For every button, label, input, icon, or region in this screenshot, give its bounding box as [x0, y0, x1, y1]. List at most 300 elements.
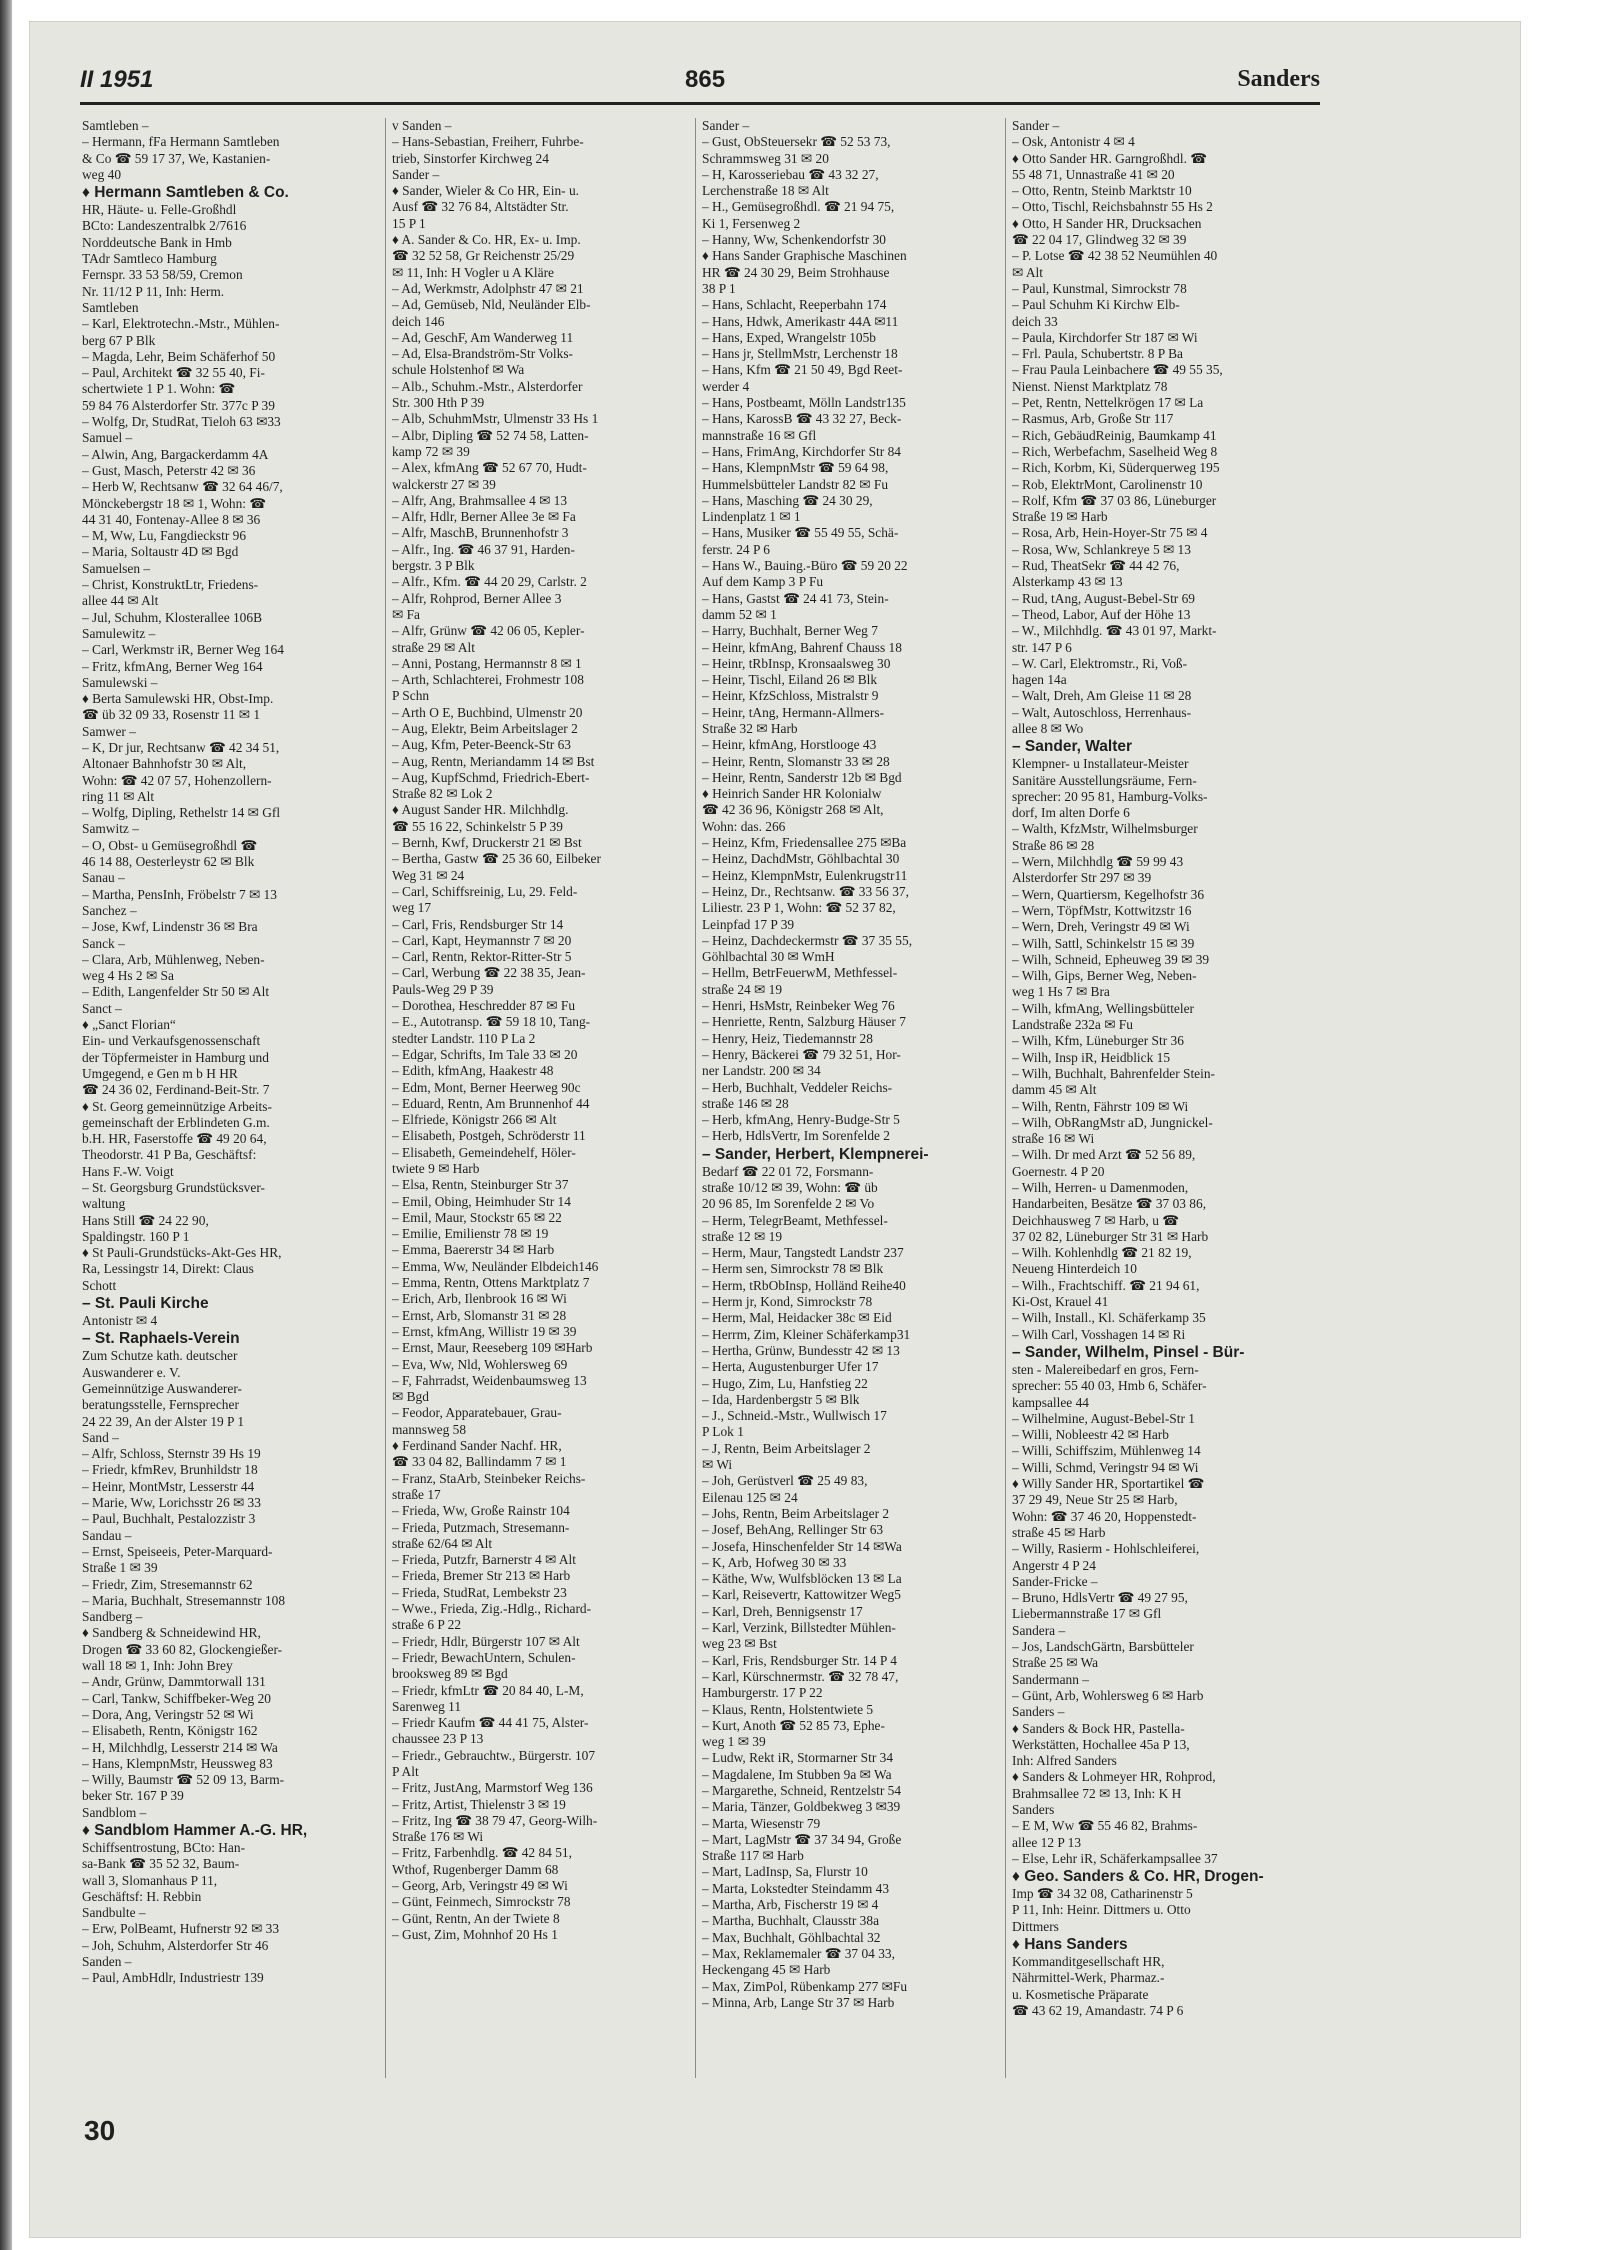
directory-entry-line: 59 84 76 Alsterdorfer Str. 377c P 39: [82, 397, 275, 413]
directory-entry-line: straße 12 ✉ 19: [702, 1228, 783, 1244]
directory-entry-line: Straße 32 ✉ Harb: [702, 720, 798, 736]
directory-entry-line: – Wilh, Sattl, Schinkelstr 15 ✉ 39: [1012, 935, 1195, 951]
directory-entry-line: HR ☎ 24 30 29, Beim Strohhause: [702, 264, 890, 280]
directory-entry-line: – Heinr, tAng, Hermann-Allmers-: [702, 704, 885, 720]
directory-entry-line: Altonaer Bahnhofstr 30 ✉ Alt,: [82, 756, 247, 772]
directory-entry-line: – Anni, Postang, Hermannstr 8 ✉ 1: [392, 655, 582, 671]
directory-entry-line: Angerstr 4 P 24: [1012, 1557, 1096, 1573]
directory-entry-line: – H., Gemüsegroßhdl. ☎ 21 94 75,: [702, 199, 895, 215]
directory-entry-line: Sander-Fricke –: [1012, 1573, 1098, 1589]
directory-entry-line: – Alfr, Schloss, Sternstr 39 Hs 19: [82, 1446, 261, 1462]
directory-entry-line: ferstr. 24 P 6: [702, 541, 770, 557]
directory-entry-line: – Günt, Rentn, An der Twiete 8: [392, 1910, 560, 1926]
directory-entry-line: Samtleben: [82, 299, 139, 315]
directory-entry-line: allee 44 ✉ Alt: [82, 593, 159, 609]
directory-entry-line: – Wwe., Frieda, Zig.-Hdlg., Richard-: [392, 1601, 592, 1617]
directory-entry-line: – Jul, Schuhm, Klosterallee 106B: [82, 609, 263, 625]
directory-entry-line: 20 96 85, Im Sorenfelde 2 ✉ Vo: [702, 1196, 875, 1212]
directory-entry-line: schule Holstenhof ✉ Wa: [392, 362, 525, 378]
directory-entry-line: Sander –: [702, 118, 750, 133]
directory-entry-line: – Walth, KfzMstr, Wilhelmsburger: [1012, 821, 1198, 837]
directory-entry-line: wall 18 ✉ 1, Inh: John Brey: [82, 1658, 233, 1674]
directory-entry-line: Handarbeiten, Besätze ☎ 37 03 86,: [1012, 1196, 1207, 1212]
directory-entry-line: – Erw, PolBeamt, Hufnerstr 92 ✉ 33: [82, 1921, 280, 1937]
directory-entry-line: – Karl, Fris, Rendsburger Str. 14 P 4: [702, 1652, 897, 1668]
directory-entry-line: – Hans-Sebastian, Freiherr, Fuhrbe-: [392, 134, 584, 150]
directory-entry-line: 38 P 1: [702, 280, 736, 296]
column-divider: [695, 118, 696, 2078]
directory-entry-line: Deichhausweg 7 ✉ Harb, u ☎: [1012, 1212, 1179, 1228]
directory-entry-line: – Dora, Ang, Veringstr 52 ✉ Wi: [82, 1706, 254, 1722]
directory-entry-line: – Alfr, Grünw ☎ 42 06 05, Kepler-: [392, 623, 585, 639]
directory-entry-line: – K, Dr jur, Rechtsanw ☎ 42 34 51,: [82, 739, 280, 755]
directory-entry-line: – Clara, Arb, Mühlenweg, Neben-: [82, 951, 265, 967]
directory-entry-line: Samtleben –: [82, 118, 149, 133]
directory-entry-line: – Wilh, Herren- u Damenmoden,: [1012, 1180, 1189, 1195]
directory-entry-line: – Alfr, MaschB, Brunnenhofstr 3: [392, 525, 569, 541]
directory-entry-line: – Aug, KupfSchmd, Friedrich-Ebert-: [392, 769, 590, 785]
directory-entry-line: weg 4 Hs 2 ✉ Sa: [82, 968, 174, 984]
directory-entry-line: Auswanderer e. V.: [82, 1364, 181, 1380]
directory-entry-line: – St. Georgsburg Grundstücksver-: [82, 1180, 265, 1195]
directory-entry-line: – Josef, BehAng, Rellinger Str 63: [702, 1522, 884, 1538]
directory-entry-line: – Elisabeth, Gemeindehelf, Höler-: [392, 1144, 576, 1160]
directory-entry-line: berg 67 P Blk: [82, 332, 156, 348]
directory-entry-line: – Wilh., Frachtschiff. ☎ 21 94 61,: [1012, 1277, 1200, 1293]
directory-entry-line: twiete 9 ✉ Harb: [392, 1161, 480, 1176]
directory-column-1: [82, 118, 382, 2078]
directory-entry-line: Straße 82 ✉ Lok 2: [392, 786, 493, 802]
directory-entry-line: Straße 117 ✉ Harb: [702, 1848, 804, 1864]
directory-entry-line: Klempner- u Installateur-Meister: [1012, 756, 1189, 772]
directory-entry-line: 46 14 88, Oesterleystr 62 ✉ Blk: [82, 854, 255, 870]
directory-entry-line: Straße 19 ✉ Harb: [1012, 509, 1108, 525]
directory-entry-line: – Herm, tRbObInsp, Holländ Reihe40: [702, 1277, 906, 1293]
directory-entry-line: Sandbulte –: [82, 1905, 146, 1921]
directory-entry-line: – Harry, Buchhalt, Berner Weg 7: [702, 623, 878, 639]
directory-entry-line: Sanau –: [82, 870, 125, 886]
book-binding-edge: [0, 0, 12, 2250]
directory-entry-line: – Alwin, Ang, Bargackerdamm 4A: [82, 446, 269, 462]
directory-entry-line: ♦ „Sanct Florian“: [82, 1017, 176, 1033]
directory-entry-line: ♦ Sanders & Lohmeyer HR, Rohprod,: [1012, 1769, 1216, 1785]
directory-entry-line: dorf, Im alten Dorfe 6: [1012, 805, 1130, 821]
directory-entry-line: Neueng Hinterdeich 10: [1012, 1261, 1137, 1277]
directory-entry-line: – Hans, Hdwk, Amerikastr 44A ✉11: [702, 313, 899, 329]
directory-entry-line: – Edith, Langenfelder Str 50 ✉ Alt: [82, 984, 270, 1000]
directory-entry-line: – Edith, kfmAng, Haakestr 48: [392, 1063, 554, 1079]
directory-entry-line: – Gust, Zim, Mohnhof 20 Hs 1: [392, 1926, 558, 1942]
directory-entry-line: – Fritz, Artist, Thielenstr 3 ✉ 19: [392, 1796, 566, 1812]
directory-entry-line: Sand –: [82, 1429, 119, 1445]
directory-entry-line: – Aug, Kfm, Peter-Beenck-Str 63: [392, 737, 571, 753]
directory-entry-line: – Marie, Ww, Lorichsstr 26 ✉ 33: [82, 1495, 261, 1511]
directory-entry-line: bergstr. 3 P Blk: [392, 558, 475, 574]
directory-entry-line: Leinpfad 17 P 39: [702, 916, 795, 932]
directory-entry-line: sten - Malereibedarf en gros, Fern-: [1012, 1361, 1199, 1377]
directory-entry-line: – Marta, Wiesenstr 79: [702, 1815, 821, 1831]
directory-entry-line: – M, Ww, Lu, Fangdieckstr 96: [82, 528, 247, 544]
directory-entry-line: – Carl, Tankw, Schiffbeker-Weg 20: [82, 1690, 271, 1706]
directory-entry-line: – Heinr, Tischl, Eiland 26 ✉ Blk: [702, 672, 878, 688]
directory-entry-line: gemeinschaft der Erblindeten G.m.: [82, 1114, 270, 1130]
directory-entry-line: Lerchenstraße 18 ✉ Alt: [702, 183, 829, 199]
directory-entry-line: – Frieda, Putzmach, Stresemann-: [392, 1519, 570, 1535]
directory-entry-line: Zum Schutze kath. deutscher: [82, 1348, 238, 1364]
directory-entry-line: ♦ A. Sander & Co. HR, Ex- u. Imp.: [392, 232, 581, 248]
directory-entry-line: ♦ Berta Samulewski HR, Obst-Imp.: [82, 691, 274, 707]
directory-entry-line: – Herrm, Zim, Kleiner Schäferkamp31: [702, 1326, 911, 1342]
directory-entry-line: – Heinr, MontMstr, Lesserstr 44: [82, 1478, 255, 1494]
directory-entry-line: straße 17: [392, 1486, 441, 1502]
directory-entry-line: Geschäftsf: H. Rebbin: [82, 1888, 202, 1904]
directory-entry-line: weg 1 ✉ 39: [702, 1734, 766, 1750]
directory-entry-line: Bedarf ☎ 22 01 72, Forsmann-: [702, 1163, 874, 1179]
directory-entry-line: sprecher: 55 40 03, Hmb 6, Schäfer-: [1012, 1378, 1207, 1394]
directory-entry-line: – Georg, Arb, Veringstr 49 ✉ Wi: [392, 1878, 568, 1894]
directory-entry-line: – Frieda, Bremer Str 213 ✉ Harb: [392, 1568, 571, 1584]
directory-entry-line: – Johs, Rentn, Beim Arbeitslager 2: [702, 1505, 890, 1521]
directory-entry-line: – Wolfg, Dr, StudRat, Tieloh 63 ✉33: [82, 414, 281, 430]
directory-entry-line: – Wilh, Gips, Berner Weg, Neben-: [1012, 968, 1197, 984]
directory-entry-line: – Eva, Ww, Nld, Wohlersweg 69: [392, 1356, 568, 1372]
directory-entry-line: – Rud, TheatSekr ☎ 44 42 76,: [1012, 558, 1180, 574]
directory-entry-line: – F, Fahrradst, Weidenbaumsweg 13: [392, 1372, 587, 1388]
directory-entry-line: 24 22 39, An der Alster 19 P 1: [82, 1413, 245, 1429]
directory-entry-line: – Heinr, KfzSchloss, Mistralstr 9: [702, 688, 879, 704]
directory-entry-line: – Herb, HdlsVertr, Im Sorenfelde 2: [702, 1128, 890, 1144]
directory-entry-line: ♦ Hans Sanders: [1012, 1936, 1128, 1954]
directory-entry-line: – Emma, Ww, Neuländer Elbdeich146: [392, 1258, 599, 1274]
directory-entry-line: werder 4: [702, 378, 750, 394]
directory-column-4: [1012, 118, 1312, 2078]
directory-entry-line: – Heinr, Rentn, Slomanstr 33 ✉ 28: [702, 753, 890, 769]
directory-entry-line: Liebermannstraße 17 ✉ Gfl: [1012, 1606, 1162, 1622]
directory-entry-line: – Frieda, Putzfr, Barnerstr 4 ✉ Alt: [392, 1552, 576, 1568]
directory-entry-line: – Karl, Reisevertr, Kattowitzer Weg5: [702, 1587, 901, 1603]
directory-entry-line: – Herta, Augustenburger Ufer 17: [702, 1359, 879, 1375]
directory-entry-line: weg 23 ✉ Bst: [702, 1636, 777, 1652]
directory-entry-line: Straße 176 ✉ Wi: [392, 1829, 484, 1845]
directory-entry-line: – Jos, LandschGärtn, Barsbütteler: [1012, 1639, 1194, 1655]
directory-entry-line: – Hans, Musiker ☎ 55 49 55, Schä-: [702, 525, 899, 541]
directory-entry-line: – Willi, Nobleestr 42 ✉ Harb: [1012, 1427, 1169, 1443]
directory-entry-line: straße 146 ✉ 28: [702, 1095, 789, 1111]
directory-entry-line: – Edgar, Schrifts, Im Tale 33 ✉ 20: [392, 1046, 578, 1062]
directory-entry-line: – Heinz, DachdMstr, Göhlbachtal 30: [702, 851, 900, 867]
directory-entry-line: – Kurt, Anoth ☎ 52 85 73, Ephe-: [702, 1717, 885, 1733]
directory-entry-line: – Ludw, Rekt iR, Stormarner Str 34: [702, 1750, 894, 1766]
directory-entry-line: – Carl, Rentn, Rektor-Ritter-Str 5: [392, 949, 572, 965]
directory-entry-line: straße 6 P 22: [392, 1617, 462, 1633]
directory-entry-line: Samuel –: [82, 430, 133, 446]
directory-entry-line: allee 12 P 13: [1012, 1834, 1082, 1850]
directory-entry-line: – Herm, Maur, Tangstedt Landstr 237: [702, 1245, 904, 1261]
directory-entry-line: – Wilhelmine, August-Bebel-Str 1: [1012, 1410, 1195, 1426]
directory-entry-line: ♦ Sandblom Hammer A.-G. HR,: [82, 1821, 308, 1839]
directory-entry-line: – Karl, Dreh, Bennigsenstr 17: [702, 1603, 863, 1619]
directory-entry-line: – Willi, Schiffszim, Mühlenweg 14: [1012, 1443, 1201, 1459]
directory-entry-line: ner Landstr. 200 ✉ 34: [702, 1063, 821, 1079]
directory-entry-line: TAdr Samtleco Hamburg: [82, 251, 217, 267]
directory-entry-line: 44 31 40, Fontenay-Allee 8 ✉ 36: [82, 511, 261, 527]
directory-entry-line: – Wilh, Insp iR, Heidblick 15: [1012, 1049, 1171, 1065]
directory-entry-line: ✉ Bgd: [392, 1389, 429, 1405]
directory-entry-line: – Gust, Masch, Peterstr 42 ✉ 36: [82, 462, 256, 478]
directory-entry-line: stedter Landstr. 110 P La 2: [392, 1030, 536, 1046]
directory-entry-line: – Willy, Rasierm - Hohlschleiferei,: [1012, 1541, 1200, 1557]
directory-entry-line: v Sanden –: [392, 118, 452, 133]
directory-entry-line: – Arth, Schlachterei, Frohmestr 108: [392, 672, 584, 688]
directory-entry-line: – Wern, Quartiersm, Kegelhofstr 36: [1012, 886, 1205, 902]
directory-entry-line: – J., Schneid.-Mstr., Wullwisch 17: [702, 1408, 887, 1424]
directory-entry-line: – Heinr, tRbInsp, Kronsaalsweg 30: [702, 655, 891, 671]
directory-entry-line: – Hans, Postbeamt, Mölln Landstr135: [702, 395, 906, 411]
directory-entry-line: Werkstätten, Hochallee 45a P 13,: [1012, 1736, 1190, 1752]
directory-entry-line: Goernestr. 4 P 20: [1012, 1163, 1105, 1179]
directory-entry-line: deich 146: [392, 313, 445, 329]
directory-entry-line: – H, Karosseriebau ☎ 43 32 27,: [702, 166, 879, 182]
directory-entry-line: – Paula, Kirchdorfer Str 187 ✉ Wi: [1012, 329, 1198, 345]
directory-entry-line: straße 62/64 ✉ Alt: [392, 1535, 493, 1551]
directory-entry-line: – Walt, Dreh, Am Gleise 11 ✉ 28: [1012, 688, 1192, 704]
directory-entry-line: – Minna, Arb, Lange Str 37 ✉ Harb: [702, 1994, 895, 2010]
directory-entry-line: Wohn: ☎ 37 46 20, Hoppenstedt-: [1012, 1508, 1197, 1524]
directory-entry-line: – Albr, Dipling ☎ 52 74 58, Latten-: [392, 427, 589, 443]
directory-entry-line: straße 29 ✉ Alt: [392, 639, 475, 655]
directory-entry-line: Ein- und Verkaufsgenossenschaft: [82, 1033, 261, 1049]
directory-entry-line: – Gust, ObSteuersekr ☎ 52 53 73,: [702, 134, 891, 150]
directory-entry-line: Imp ☎ 34 32 08, Catharinenstr 5: [1012, 1886, 1193, 1902]
directory-entry-line: – Bernh, Kwf, Druckerstr 21 ✉ Bst: [392, 835, 582, 851]
directory-entry-line: Hans F.-W. Voigt: [82, 1163, 174, 1179]
directory-entry-line: Samulewitz –: [82, 625, 156, 641]
directory-entry-line: schertwiete 1 P 1. Wohn: ☎: [82, 381, 236, 397]
directory-entry-line: b.H. HR, Faserstoffe ☎ 49 20 64,: [82, 1131, 267, 1147]
directory-entry-line: – Henri, HsMstr, Reinbeker Weg 76: [702, 998, 895, 1014]
directory-entry-line: – Henry, Bäckerei ☎ 79 32 51, Hor-: [702, 1046, 901, 1062]
directory-entry-line: – Klaus, Rentn, Holstentwiete 5: [702, 1701, 874, 1717]
directory-entry-line: – Pet, Rentn, Nettelkrögen 17 ✉ La: [1012, 395, 1204, 411]
directory-entry-line: Dittmers: [1012, 1918, 1059, 1934]
directory-entry-line: sprecher: 20 95 81, Hamburg-Volks-: [1012, 788, 1208, 804]
directory-entry-line: allee 8 ✉ Wo: [1012, 720, 1084, 736]
directory-entry-line: – Heinz, Dr., Rechtsanw. ☎ 33 56 37,: [702, 883, 909, 899]
directory-entry-line: – K, Arb, Hofweg 30 ✉ 33: [702, 1554, 847, 1570]
directory-entry-line: P 11, Inh: Heinr. Dittmers u. Otto: [1012, 1902, 1191, 1918]
directory-entry-line: beratungsstelle, Fernsprecher: [82, 1397, 239, 1413]
directory-entry-line: Samwitz –: [82, 821, 139, 837]
directory-entry-line: – Max, ZimPol, Rübenkamp 277 ✉Fu: [702, 1978, 908, 1994]
directory-entry-line: – Max, Buchhalt, Göhlbachtal 32: [702, 1929, 881, 1945]
directory-entry-line: Sanck –: [82, 935, 125, 951]
directory-entry-line: brooksweg 89 ✉ Bgd: [392, 1666, 508, 1682]
directory-entry-line: ☎ üb 32 09 33, Rosenstr 11 ✉ 1: [82, 707, 261, 723]
directory-entry-line: ✉ Wi: [702, 1457, 733, 1473]
directory-entry-line: – Wilh, kfmAng, Wellingsbütteler: [1012, 1000, 1194, 1016]
directory-entry-line: – Herb W, Rechtsanw ☎ 32 64 46/7,: [82, 479, 283, 495]
directory-entry-line: – Christ, KonstruktLtr, Friedens-: [82, 577, 259, 593]
directory-entry-line: ♦ St. Georg gemeinnützige Arbeits-: [82, 1098, 272, 1114]
directory-entry-line: Nährmittel-Werk, Pharmaz.-: [1012, 1970, 1165, 1986]
directory-entry-line: – Aug, Rentn, Meriandamm 14 ✉ Bst: [392, 753, 595, 769]
directory-entry-line: – Günt, Arb, Wohlersweg 6 ✉ Harb: [1012, 1687, 1204, 1703]
directory-entry-line: – Alex, kfmAng ☎ 52 67 70, Hudt-: [392, 460, 587, 476]
directory-entry-line: – Wern, Milchhdlg ☎ 59 99 43: [1012, 854, 1184, 870]
directory-entry-line: Gemeinnützige Auswanderer-: [82, 1380, 242, 1396]
directory-entry-line: – Hans, Gastst ☎ 24 41 73, Stein-: [702, 590, 889, 606]
directory-entry-line: – Alfr., Kfm. ☎ 44 20 29, Carlstr. 2: [392, 574, 587, 590]
directory-entry-line: – Ernst, Speiseeis, Peter-Marquard-: [82, 1543, 273, 1559]
directory-entry-line: Antonistr ✉ 4: [82, 1313, 158, 1329]
directory-entry-line: straße 16 ✉ Wi: [1012, 1131, 1095, 1147]
directory-entry-line: ♦ Geo. Sanders & Co. HR, Drogen-: [1012, 1868, 1264, 1886]
directory-entry-line: – Fritz, JustAng, Marmstorf Weg 136: [392, 1780, 593, 1796]
directory-entry-line: Inh: Alfred Sanders: [1012, 1753, 1117, 1769]
directory-entry-line: ☎ 33 04 82, Ballindamm 7 ✉ 1: [392, 1454, 567, 1470]
directory-entry-line: wall 3, Slomanhaus P 11,: [82, 1872, 218, 1888]
column-divider: [1005, 118, 1006, 2078]
directory-entry-line: – Paul, Kunstmal, Simrockstr 78: [1012, 280, 1187, 296]
directory-entry-line: Sandera –: [1012, 1622, 1066, 1638]
directory-entry-line: – Sander, Wilhelm, Pinsel - Bür-: [1012, 1343, 1245, 1361]
directory-entry-line: Ki-Ost, Krauel 41: [1012, 1294, 1109, 1310]
directory-entry-line: str. 147 P 6: [1012, 639, 1072, 655]
directory-entry-line: ♦ Heinrich Sander HR Kolonialw: [702, 786, 882, 802]
directory-entry-line: – Hugo, Zim, Lu, Hanfstieg 22: [702, 1375, 868, 1391]
directory-entry-line: – Franz, StaArb, Steinbeker Reichs-: [392, 1470, 586, 1486]
directory-entry-line: – Arth O E, Buchbind, Ulmenstr 20: [392, 704, 583, 720]
directory-entry-line: – Heinz, Kfm, Friedensallee 275 ✉Ba: [702, 835, 907, 851]
directory-entry-line: – E M, Ww ☎ 55 46 82, Brahms-: [1012, 1818, 1198, 1834]
directory-entry-line: Straße 86 ✉ 28: [1012, 837, 1095, 853]
directory-entry-line: Samulewski –: [82, 674, 158, 690]
directory-entry-line: deich 33: [1012, 313, 1058, 329]
directory-entry-line: – Heinr, Rentn, Sanderstr 12b ✉ Bgd: [702, 769, 902, 785]
directory-entry-line: – Marta, Lokstedter Steindamm 43: [702, 1880, 890, 1896]
directory-entry-line: – Paul, Buchhalt, Pestalozzistr 3: [82, 1511, 256, 1527]
directory-entry-line: – Alfr, Hdlr, Berner Allee 3e ✉ Fa: [392, 509, 576, 525]
directory-entry-line: – Heinz, Dachdeckermstr ☎ 37 35 55,: [702, 932, 913, 948]
directory-entry-line: – Maria, Buchhalt, Stresemannstr 108: [82, 1592, 286, 1608]
directory-entry-line: – Otto, Tischl, Reichsbahnstr 55 Hs 2: [1012, 199, 1213, 215]
directory-entry-line: Sander –: [1012, 118, 1060, 133]
directory-entry-line: – Carl, Fris, Rendsburger Str 14: [392, 916, 564, 932]
page-footer-number: 30: [84, 2115, 116, 2146]
directory-entry-line: – Rosa, Arb, Hein-Hoyer-Str 75 ✉ 4: [1012, 525, 1208, 541]
directory-entry-line: – Alb, SchuhmMstr, Ulmenstr 33 Hs 1: [392, 411, 599, 427]
directory-entry-line: – Henry, Heiz, Tiedemannstr 28: [702, 1030, 873, 1046]
directory-entry-line: Drogen ☎ 33 60 82, Glockengießer-: [82, 1641, 283, 1657]
directory-entry-line: – Alb., Schuhm.-Mstr., Alsterdorfer: [392, 378, 583, 394]
directory-entry-line: Landstraße 232a ✉ Fu: [1012, 1017, 1133, 1033]
directory-entry-line: – Frieda, StudRat, Lembekstr 23: [392, 1584, 567, 1600]
directory-entry-line: – Walt, Autoschloss, Herrenhaus-: [1012, 704, 1192, 720]
directory-entry-line: – Friedr, Zim, Stresemannstr 62: [82, 1576, 253, 1592]
directory-entry-line: – Wilh. Kohlenhdlg ☎ 21 82 19,: [1012, 1245, 1192, 1261]
directory-entry-line: – Max, Reklamemaler ☎ 37 04 33,: [702, 1945, 895, 1961]
directory-entry-line: – Erich, Arb, Ilenbrook 16 ✉ Wi: [392, 1291, 567, 1307]
directory-entry-line: – Hellm, BetrFeuerwM, Methfessel-: [702, 965, 898, 981]
directory-entry-line: – Heinr, kfmAng, Horstlooge 43: [702, 737, 877, 753]
directory-entry-line: Umgegend, e Gen m b H HR: [82, 1065, 238, 1081]
directory-entry-line: – Maria, Soltaustr 4D ✉ Bgd: [82, 544, 239, 560]
directory-entry-line: Sarenweg 11: [392, 1698, 462, 1714]
directory-entry-line: – W. Carl, Elektromstr., Ri, Voß-: [1012, 655, 1188, 671]
directory-entry-line: – Hans, Kfm ☎ 21 50 49, Bgd Reet-: [702, 362, 903, 378]
directory-entry-line: Sandberg –: [82, 1609, 143, 1625]
directory-entry-line: – Herm, TelegrBeamt, Methfessel-: [702, 1212, 888, 1228]
directory-entry-line: – Otto, Rentn, Steinb Marktstr 10: [1012, 183, 1192, 199]
directory-entry-line: walckerstr 27 ✉ 39: [392, 476, 496, 492]
directory-entry-line: ring 11 ✉ Alt: [82, 788, 155, 804]
directory-entry-line: Wohn: das. 266: [702, 818, 786, 834]
directory-entry-line: ♦ Otto Sander HR. Garngroßhdl. ☎: [1012, 150, 1207, 166]
directory-entry-line: – Hans, Schlacht, Reeperbahn 174: [702, 297, 887, 313]
directory-entry-line: Samuelsen –: [82, 560, 151, 576]
directory-entry-line: – Henriette, Rentn, Salzburg Häuser 7: [702, 1014, 906, 1030]
directory-entry-line: Fernspr. 33 53 58/59, Cremon: [82, 267, 243, 283]
directory-entry-line: – Hans, KlempnMstr, Heussweg 83: [82, 1755, 273, 1771]
directory-entry-line: – Jose, Kwf, Lindenstr 36 ✉ Bra: [82, 919, 258, 935]
directory-entry-line: der Töpfermeister in Hamburg und: [82, 1049, 269, 1065]
directory-entry-line: – Heinr, kfmAng, Bahrenf Chauss 18: [702, 639, 902, 655]
directory-entry-line: damm 52 ✉ 1: [702, 606, 777, 622]
directory-entry-line: – Ernst, Arb, Slomanstr 31 ✉ 28: [392, 1307, 567, 1323]
directory-entry-line: – Friedr, Hdlr, Bürgerstr 107 ✉ Alt: [392, 1633, 580, 1649]
directory-entry-line: – Ad, Elsa-Brandström-Str Volks-: [392, 346, 574, 362]
directory-entry-line: – Wilh, Kfm, Lüneburger Str 36: [1012, 1033, 1184, 1049]
directory-entry-line: – Hermann, fFa Hermann Samtleben: [82, 134, 280, 150]
directory-entry-line: – Wilh, Rentn, Fährstr 109 ✉ Wi: [1012, 1098, 1189, 1114]
directory-column-3: [702, 118, 1002, 2078]
directory-entry-line: ☎ 32 52 58, Gr Reichenstr 25/29: [392, 248, 575, 264]
directory-entry-line: – Rosa, Ww, Schlankreye 5 ✉ 13: [1012, 541, 1191, 557]
directory-entry-line: Sander –: [392, 166, 440, 182]
directory-entry-line: kampsallee 44: [1012, 1394, 1089, 1410]
directory-entry-line: mannsweg 58: [392, 1421, 467, 1437]
directory-entry-line: ♦ Otto, H Sander HR, Drucksachen: [1012, 215, 1202, 231]
directory-entry-line: ♦ Willy Sander HR, Sportartikel ☎: [1012, 1476, 1205, 1492]
directory-entry-line: – Emilie, Emilienstr 78 ✉ 19: [392, 1226, 549, 1242]
directory-entry-line: 55 48 71, Unnastraße 41 ✉ 20: [1012, 166, 1175, 182]
column-divider: [385, 118, 386, 2078]
directory-entry-line: – Emil, Maur, Stockstr 65 ✉ 22: [392, 1209, 562, 1225]
directory-entry-line: – Willi, Schmd, Veringstr 94 ✉ Wi: [1012, 1459, 1199, 1475]
directory-entry-line: – Eduard, Rentn, Am Brunnenhof 44: [392, 1095, 590, 1111]
directory-entry-line: – Willy, Baumstr ☎ 52 09 13, Barm-: [82, 1772, 285, 1788]
directory-entry-line: – Rich, Werbefachm, Saselheid Weg 8: [1012, 443, 1218, 459]
directory-entry-line: Weg 31 ✉ 24: [392, 867, 465, 883]
directory-entry-line: – Käthe, Ww, Wulfsblöcken 13 ✉ La: [702, 1571, 902, 1587]
directory-entry-line: – Theod, Labor, Auf der Höhe 13: [1012, 606, 1191, 622]
directory-entry-line: – Friedr, kfmLtr ☎ 20 84 40, L-M,: [392, 1682, 584, 1698]
directory-entry-line: – Maria, Tänzer, Goldbekweg 3 ✉39: [702, 1799, 901, 1815]
directory-entry-line: Spaldingstr. 160 P 1: [82, 1228, 190, 1244]
directory-entry-line: – Wern, Dreh, Veringstr 49 ✉ Wi: [1012, 919, 1190, 935]
directory-entry-line: Sandau –: [82, 1527, 132, 1543]
directory-entry-line: – Paul Schuhm Ki Kirchw Elb-: [1012, 297, 1180, 313]
directory-entry-line: Ra, Lessingstr 14, Direkt: Claus: [82, 1261, 254, 1277]
directory-entry-line: – Ad, GeschF, Am Wanderweg 11: [392, 329, 574, 345]
directory-entry-line: Göhlbachtal 30 ✉ WmH: [702, 949, 835, 965]
directory-entry-line: – Aug, Elektr, Beim Arbeitslager 2: [392, 720, 578, 736]
directory-entry-line: – Karl, Elektrotechn.-Mstr., Mühlen-: [82, 316, 280, 332]
directory-entry-line: – Wilh, Install., Kl. Schäferkamp 35: [1012, 1310, 1206, 1326]
directory-entry-line: trieb, Sinstorfer Kirchweg 24: [392, 150, 549, 166]
directory-entry-line: – Carl, Kapt, Heymannstr 7 ✉ 20: [392, 932, 572, 948]
directory-entry-line: HR, Häute- u. Felle-Großhdl: [82, 202, 237, 218]
